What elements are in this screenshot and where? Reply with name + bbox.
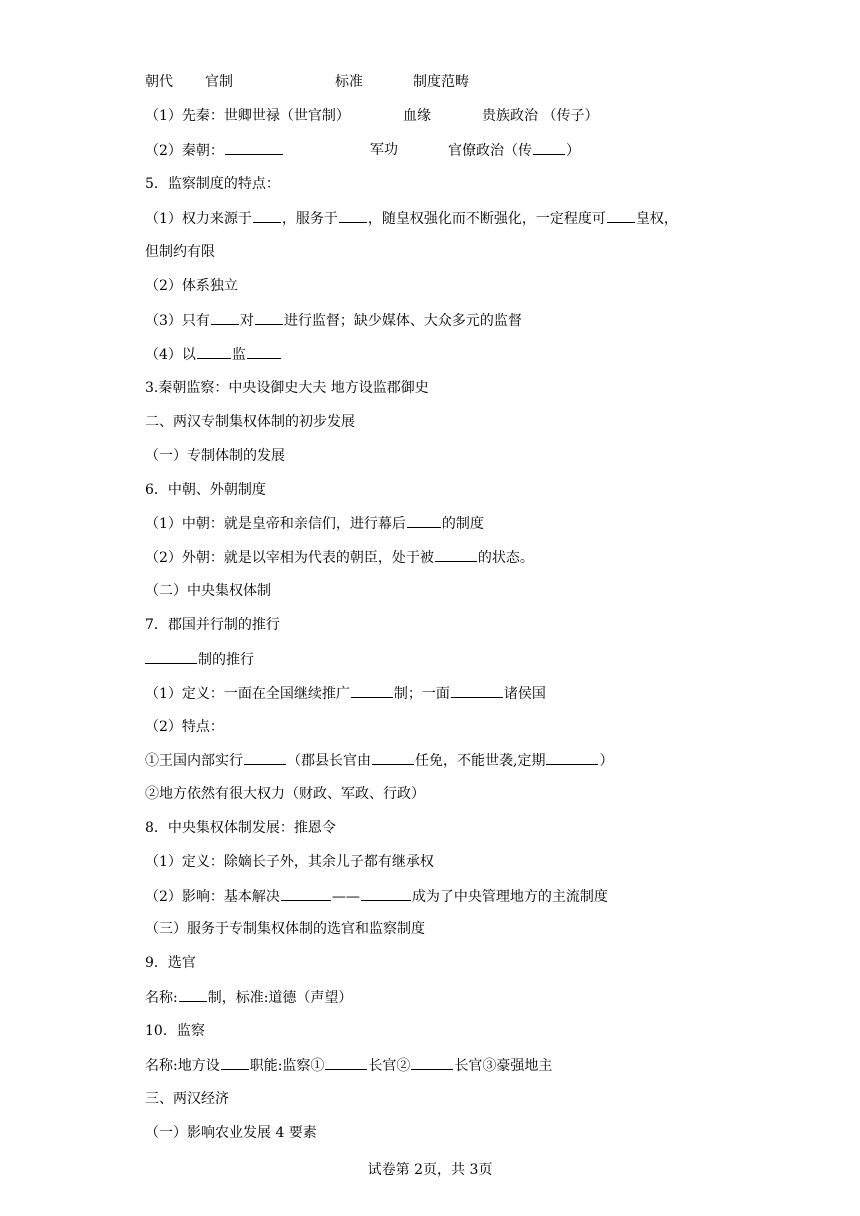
part3-sub1: （一）影响农业发展 4 要素 (145, 1125, 317, 1141)
s8-point2: （2）影响：基本解决 —— 成为了中央管理地方的主流制度 (145, 886, 735, 907)
s7-point4: ②地方依然有很大权力（财政、军政、行政） (145, 786, 425, 802)
qin-label: （2）秦朝： (145, 143, 224, 159)
fill-blank (451, 683, 503, 698)
s10-point1: 名称:地方设 职能:监察① 长官② 长官③豪强地主 (145, 1055, 735, 1076)
s6-title: 6．中朝、外朝制度 (145, 482, 266, 498)
s8-title: 8．中央集权体制发展：推恩令 (145, 820, 336, 836)
s7-point3: ①王国内部实行 （郡县长官由 任免，不能世袭,定期 ） (145, 750, 735, 771)
fill-blank (255, 310, 283, 325)
s10-title: 10．监察 (145, 1023, 205, 1039)
pre-qin-standard: 血缘 (403, 108, 431, 124)
fill-blank (145, 649, 197, 664)
fill-blank (247, 344, 281, 359)
fill-blank (221, 1055, 249, 1070)
page-footer: 试卷第 2页，共 3页 (367, 1162, 493, 1178)
s5-point1-cont: 但制约有限 (145, 244, 215, 260)
fill-blank (179, 987, 207, 1002)
fill-blank (244, 750, 286, 765)
qin-scope-b: ） (566, 143, 580, 159)
s9-point1: 名称: 制，标准:道德（声望） (145, 987, 735, 1008)
fill-blank (361, 886, 411, 901)
s5-point4: （4）以 监 (145, 344, 735, 365)
pre-qin-label: （1）先秦：世卿世禄（世官制） (145, 108, 350, 124)
s5-point2: （2）体系独立 (145, 278, 238, 294)
qin-scope-group (448, 140, 580, 161)
header-dynasty: 朝代 (145, 74, 173, 90)
part2-title: 二、两汉专制集权体制的初步发展 (145, 414, 355, 430)
s7-subtitle: 制的推行 (145, 649, 735, 670)
fill-blank (372, 750, 414, 765)
fill-blank (546, 750, 598, 765)
s7-title: 7．郡国并行制的推行 (145, 617, 280, 633)
s7-point1: （1）定义：一面在全国继续推广 制；一面 诸侯国 (145, 683, 735, 704)
s5-title: 5．监察制度的特点： (145, 176, 280, 192)
fill-blank (281, 886, 331, 901)
fill-blank (607, 208, 635, 223)
s8-point1: （1）定义：除嫡长子外，其余儿子都有继承权 (145, 854, 434, 870)
fill-blank (253, 208, 281, 223)
s6-point1: （1）中朝：就是皇帝和亲信们，进行幕后 的制度 (145, 513, 735, 534)
header-standard: 标准 (335, 74, 363, 90)
header-scope: 制度范畴 (413, 74, 469, 90)
pre-qin-scope: 贵族政治 （传子） (482, 108, 599, 124)
header-official-system: 官制 (205, 74, 233, 90)
part2-sub2: （二）中央集权体制 (145, 583, 271, 599)
s5-point1: （1）权力来源于 ，服务于 ，随皇权强化而不断强化，一定程度可 皇权， (145, 208, 735, 229)
s7-point2: （2）特点： (145, 719, 224, 735)
fill-blank (225, 140, 283, 155)
s9-title: 9．选官 (145, 955, 196, 971)
fill-blank (325, 1055, 367, 1070)
s6-point2: （2）外朝：就是以宰相为代表的朝臣，处于被 的状态。 (145, 547, 735, 568)
fill-blank (435, 547, 477, 562)
s5-point3: （3）只有 对 进行监督；缺少媒体、大众多元的监督 (145, 310, 735, 331)
part3-title: 三、两汉经济 (145, 1091, 229, 1107)
fill-blank (351, 683, 393, 698)
fill-blank (197, 344, 231, 359)
qin-scope-a: 官僚政治（传 (448, 143, 532, 159)
fill-blank (533, 140, 565, 155)
part2-sub3: （三）服务于专制集权体制的选官和监察制度 (145, 921, 425, 937)
part2-sub1: （一）专制体制的发展 (145, 448, 285, 464)
qin-supervision: 3.秦朝监察：中央设御史大夫 地方设监郡御史 (145, 380, 429, 396)
fill-blank (339, 208, 367, 223)
qin-label-group (145, 140, 284, 161)
fill-blank (211, 310, 239, 325)
fill-blank (407, 513, 441, 528)
qin-standard: 军功 (370, 142, 398, 158)
fill-blank (411, 1055, 453, 1070)
